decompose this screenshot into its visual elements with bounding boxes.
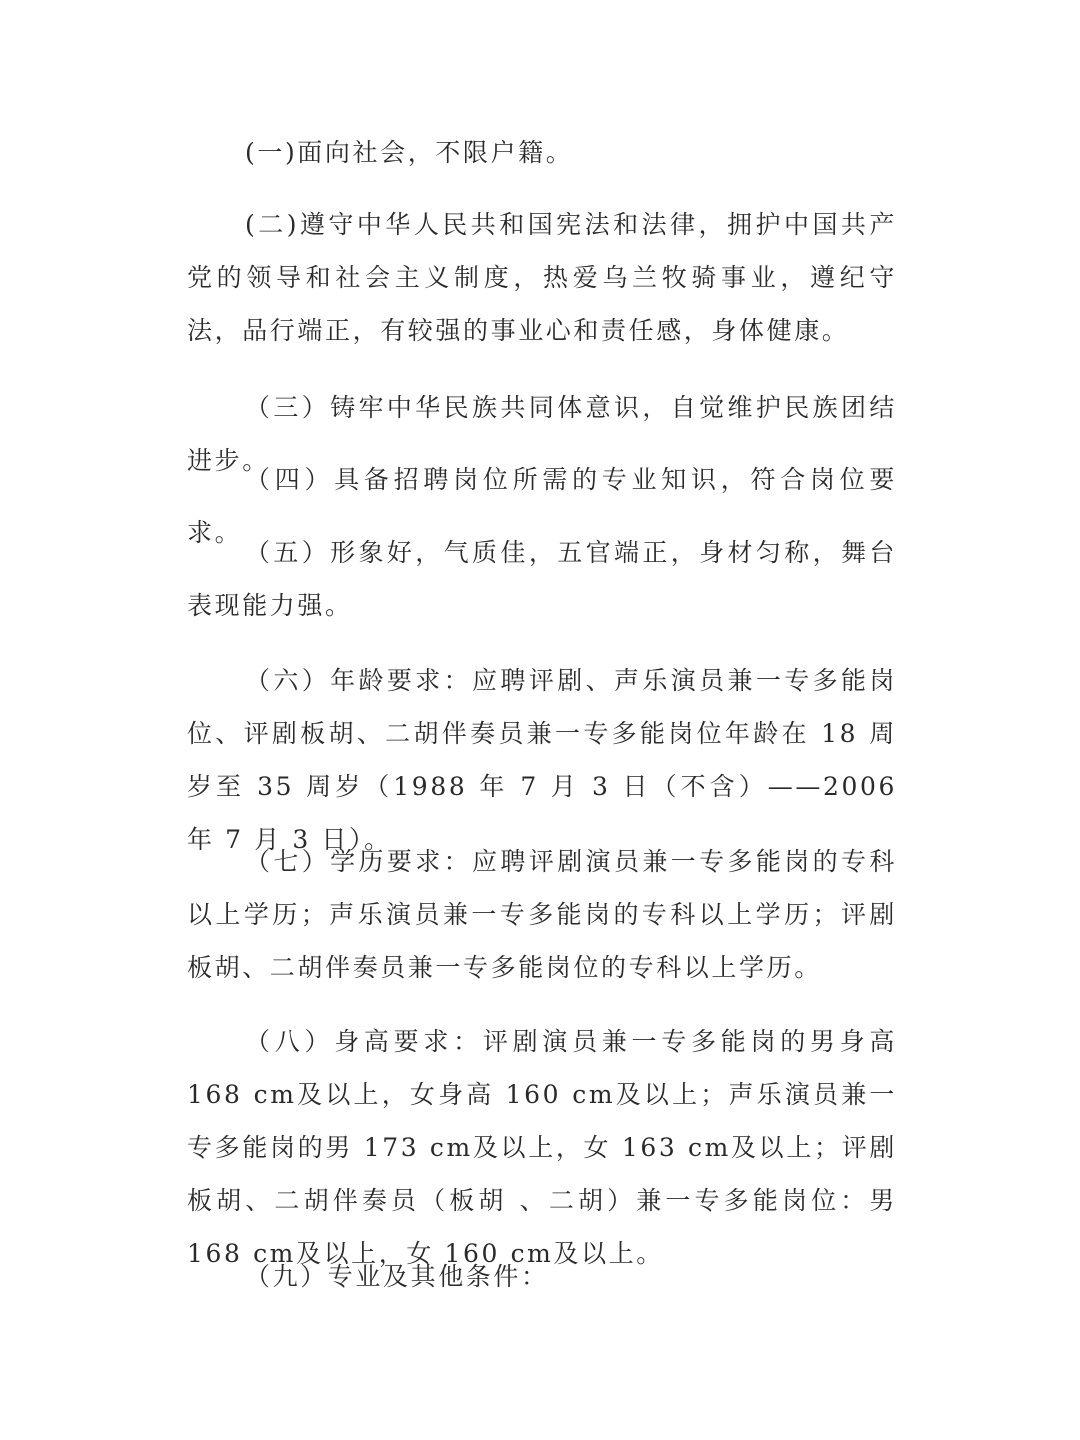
condition-3-paragraph: （三）铸牢中华民族共同体意识，自觉维护民族团结进步。 <box>187 393 897 475</box>
height-requirement-paragraph: （八）身高要求：评剧演员兼一专多能岗的男身高 168 cm及以上，女身高 160 cm及以上；声乐演员兼一专多能岗的男 173 cm及以上，女 163 cm及以上；评剧板胡、二胡伴奏员（板胡 、二胡）兼一专多能岗位：男 168 cm及以上，女 160 cm及以上。 <box>187 1027 897 1268</box>
condition-4-paragraph: （四）具备招聘岗位所需的专业知识，符合岗位要求。 <box>187 465 897 547</box>
age-requirement-paragraph: （六）年龄要求：应聘评剧、声乐演员兼一专多能岗位、评剧板胡、二胡伴奏员兼一专多能岗位年龄在 18 周岁至 35 周岁（1988 年 7 月 3 日（不含）——2006 年 7 月 3 日）。 <box>187 666 897 854</box>
condition-5-paragraph: （五）形象好，气质佳，五官端正，身材匀称，舞台表现能力强。 <box>187 538 897 620</box>
education-requirement-paragraph: （七）学历要求：应聘评剧演员兼一专多能岗的专科以上学历；声乐演员兼一专多能岗的专科以上学历；评剧板胡、二胡伴奏员兼一专多能岗位的专科以上学历。 <box>187 847 897 982</box>
other-conditions-heading: （九）专业及其他条件： <box>245 1262 549 1291</box>
condition-1-paragraph: (一)面向社会，不限户籍。 <box>245 138 574 167</box>
condition-2-paragraph: (二)遵守中华人民共和国宪法和法律，拥护中国共产党的领导和社会主义制度，热爱乌兰牧骑事业，遵纪守法，品行端正，有较强的事业心和责任感，身体健康。 <box>187 210 897 345</box>
